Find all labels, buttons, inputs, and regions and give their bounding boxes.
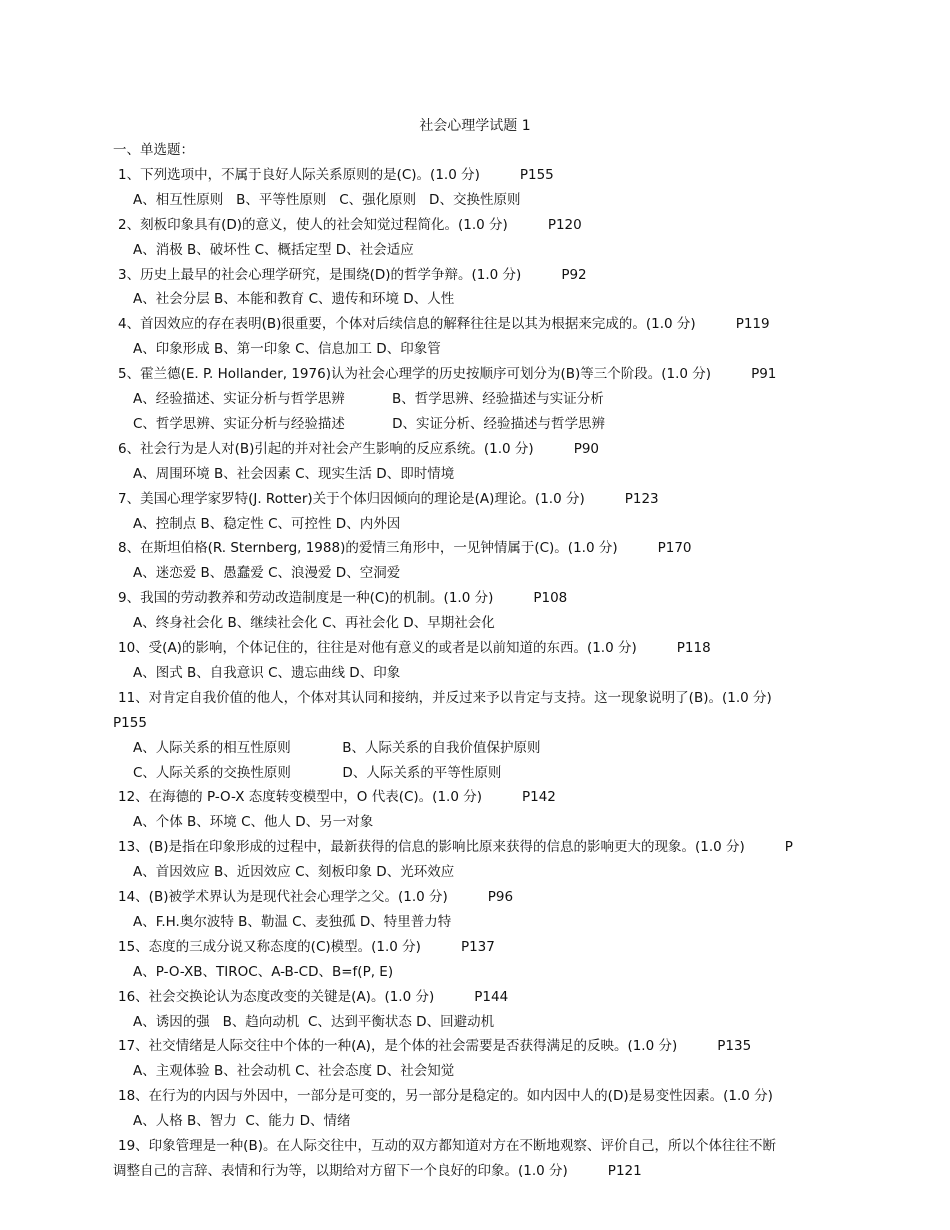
answer-options: A、迷恋爱 B、愚蠢爱 C、浪漫爱 D、空洞爱	[133, 565, 401, 582]
question-text: 14、(B)被学术界认为是现代社会心理学之父。(1.0 分)	[118, 889, 448, 905]
question-text: 2、刻板印象具有(D)的意义，使人的社会知觉过程简化。(1.0 分)	[118, 216, 508, 233]
answer-options: A、相互性原则 B、平等性原则 C、强化原则 D、交换性原则	[133, 191, 521, 208]
question-text: 1、下列选项中，不属于良好人际关系原则的是(C)。(1.0 分)	[118, 166, 480, 183]
answer-options: A、印象形成 B、第一印象 C、信息加工 D、印象管	[133, 341, 441, 358]
page-ref: P137	[460, 938, 495, 955]
page-ref: P118	[676, 640, 711, 656]
answer-options: A、经验描述、实证分析与哲学思辨 B、哲学思辨、经验描述与实证分析	[133, 391, 604, 407]
page-ref: P120	[547, 216, 582, 233]
question-text: 16、社会交换论认为态度改变的关键是(A)。(1.0 分)	[118, 988, 435, 1005]
question-text: 6、社会行为是人对(B)引起的并对社会产生影响的反应系统。(1.0 分)	[118, 440, 534, 457]
question-text: 12、在海德的 P-O-X 态度转变模型中，O 代表(C)。(1.0 分)	[118, 789, 482, 806]
question-text: 11、对肯定自我价值的他人，个体对其认同和接纳，并反过来予以肯定与支持。这一现象说明了(B)。(1.0 分)	[118, 689, 772, 706]
exam-title: 社会心理学试题 1	[419, 118, 531, 134]
question-text: 10、受(A)的影响，个体记住的，往往是对他有意义的或者是以前知道的东西。(1.0 分)	[118, 640, 637, 656]
answer-options: A、周围环境 B、社会因素 C、现实生活 D、即时情境	[133, 465, 455, 482]
page-ref: P92	[561, 266, 587, 283]
page-ref: P155	[519, 166, 554, 183]
section-heading: 一、单选题：	[113, 142, 194, 158]
page-ref: P91	[751, 366, 777, 383]
page-ref: P135	[717, 1038, 752, 1055]
page-ref: P119	[735, 316, 770, 333]
answer-options: A、社会分层 B、本能和教育 C、遗传和环境 D、人性	[133, 291, 455, 308]
question-text: 4、首因效应的存在表明(B)很重要，个体对后续信息的解释往往是以其为根据来完成的。(1.0 分)	[118, 316, 696, 333]
answer-options: A、控制点 B、稳定性 C、可控性 D、内外因	[133, 515, 401, 532]
answer-options: A、个体 B、环境 C、他人 D、另一对象	[133, 814, 374, 831]
answer-options: A、诱因的强 B、趋向动机 C、达到平衡状态 D、回避动机	[133, 1013, 495, 1030]
question-text: 13、(B)是指在印象形成的过程中，最新获得的信息的影响比原来获得的信息的影响更大的现象。(1.0 分)	[118, 839, 745, 856]
question-text: 9、我国的劳动教养和劳动改造制度是一种(C)的机制。(1.0 分)	[118, 590, 494, 607]
question-text: 15、态度的三成分说又称态度的(C)模型。(1.0 分)	[118, 938, 421, 955]
page-ref: P	[784, 839, 793, 856]
answer-options: A、主观体验 B、社会动机 C、社会态度 D、社会知觉	[133, 1063, 455, 1080]
answer-options: A、P-O-XB、TIROC、A-B-CD、B=f(P, E)	[133, 963, 394, 980]
answer-options: A、人格 B、智力 C、能力 D、情绪	[133, 1113, 351, 1130]
question-text: 19、印象管理是一种(B)。在人际交往中，互动的双方都知道对方在不断地观察、评价自己，所以个体往往不断	[118, 1138, 776, 1154]
page-ref: P90	[573, 440, 600, 457]
question-text: 5、霍兰德(E. P. Hollander, 1976)认为社会心理学的历史按顺序可划分为(B)等三个阶段。(1.0 分)	[118, 366, 712, 383]
page-ref: P142	[521, 789, 556, 806]
page-ref: P108	[533, 590, 568, 607]
page-ref: P121	[607, 1162, 642, 1179]
answer-options: A、人际关系的相互性原则 B、人际关系的自我价值保护原则	[133, 739, 541, 756]
question-text: 8、在斯坦伯格(R. Sternberg, 1988)的爱情三角形中，一见钟情属于(C)。(1.0 分)	[118, 540, 618, 557]
answer-options: C、人际关系的交换性原则 D、人际关系的平等性原则	[133, 764, 502, 781]
answer-options: C、哲学思辨、实证分析与经验描述 D、实证分析、经验描述与哲学思辨	[133, 415, 606, 432]
page-ref: P155	[113, 714, 147, 731]
answer-options: A、消极 B、破坏性 C、概括定型 D、社会适应	[133, 241, 414, 258]
page-ref: P123	[624, 490, 659, 507]
question-text: 18、在行为的内因与外因中，一部分是可变的，另一部分是稳定的。如内因中人的(D)是易变性因素。(1.0 分)	[118, 1088, 773, 1105]
page-ref: P96	[487, 889, 514, 905]
page-ref: P170	[657, 540, 692, 557]
question-text-continued: 调整自己的言辞、表情和行为等，以期给对方留下一个良好的印象。(1.0 分)	[113, 1162, 568, 1179]
question-text: 3、历史上最早的社会心理学研究，是围绕(D)的哲学争辩。(1.0 分)	[118, 266, 522, 283]
answer-options: A、终身社会化 B、继续社会化 C、再社会化 D、早期社会化	[133, 615, 495, 632]
question-text: 7、美国心理学家罗特(J. Rotter)关于个体归因倾向的理论是(A)理论。(1.0 分)	[118, 490, 585, 507]
answer-options: A、F.H.奥尔波特 B、勒温 C、麦独孤 D、特里普力特	[133, 913, 452, 930]
answer-options: A、图式 B、自我意识 C、遗忘曲线 D、印象	[133, 664, 401, 681]
answer-options: A、首因效应 B、近因效应 C、刻板印象 D、光环效应	[133, 864, 455, 881]
page-ref: P144	[474, 988, 509, 1005]
question-text: 17、社交情绪是人际交往中个体的一种(A)，是个体的社会需要是否获得满足的反映。(1.0 分)	[118, 1038, 678, 1055]
